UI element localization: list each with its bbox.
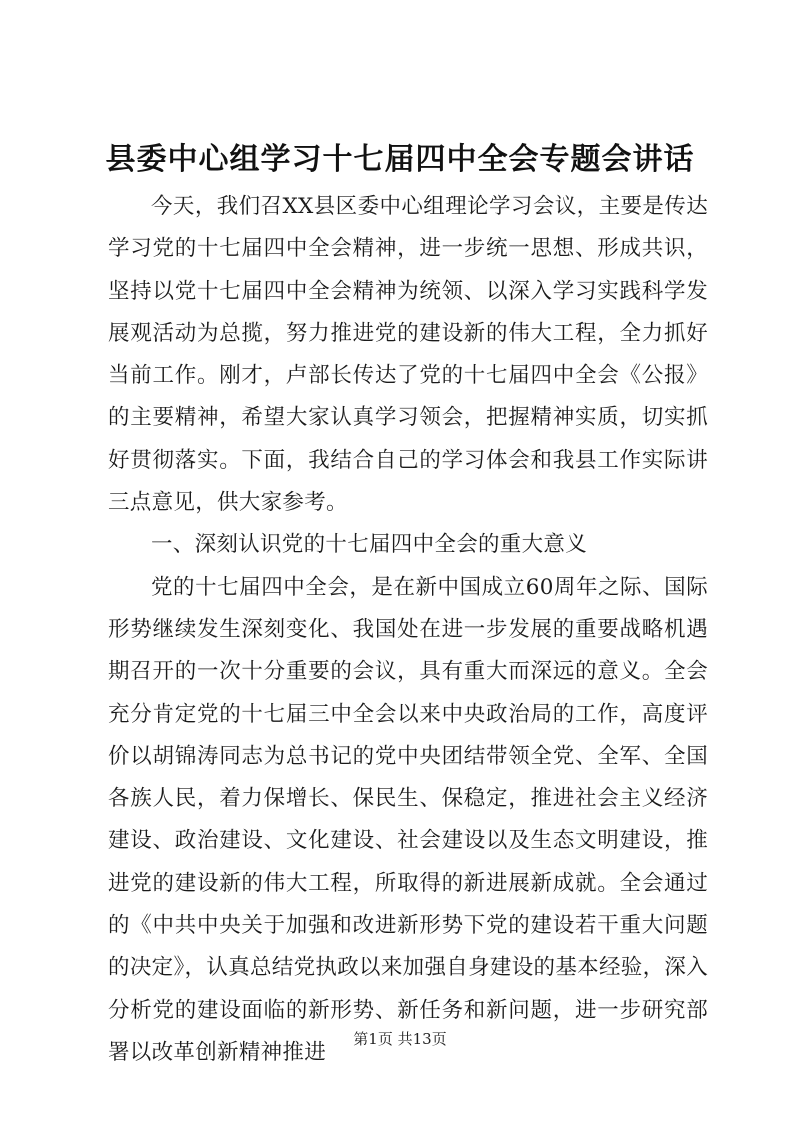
page-number-footer: 第1页 共13页 bbox=[353, 1030, 447, 1048]
document-title: 县委中心组学习十七届四中全会专题会讲话 bbox=[105, 142, 695, 177]
document-body bbox=[108, 186, 708, 1074]
paragraph-significance: 党的十七届四中全会，是在新中国成立60周年之际、国际形势继续发生深刻变化、我国处在进一步发展的重要战略机遇期召开的一次十分重要的会议，具有重大而深远的意义。全会充分肯定党的十七届三中全会以来中央政治局的工作，高度评价以胡锦涛同志为总书记的党中央团结带领全党、全军、全国各族人民，着力保增长、保民生、保稳定，推进社会主义经济建设、政治建设、文化建设、社会建设以及生态文明建设，推进党的建设新的伟大工程，所取得的新进展新成就。全会通过的《中共中央关于加强和改进新形势下党的建设若干重大问题的决定》，认真总结党执政以来加强自身建设的基本经验，深入分析党的建设面临的新形势、新任务和新问题，进一步研究部署以改革创新精神推进 bbox=[108, 574, 708, 1065]
paragraph-intro: 今天，我们召XX县区委中心组理论学习会议，主要是传达学习党的十七届四中全会精神，进一步统一思想、形成共识，坚持以党十七届四中全会精神为统领、以深入学习实践科学发展观活动为总揽，努力推进党的建设新的伟大工程，全力抓好当前工作。刚才，卢部长传达了党的十七届四中全会《公报》的主要精神，希望大家认真学习领会，把握精神实质，切实抓好贯彻落实。下面，我结合自己的学习体会和我县工作实际讲三点意见，供大家参考。 bbox=[108, 194, 708, 516]
section-heading: 一、深刻认识党的十七届四中全会的重大意义 bbox=[151, 532, 588, 558]
